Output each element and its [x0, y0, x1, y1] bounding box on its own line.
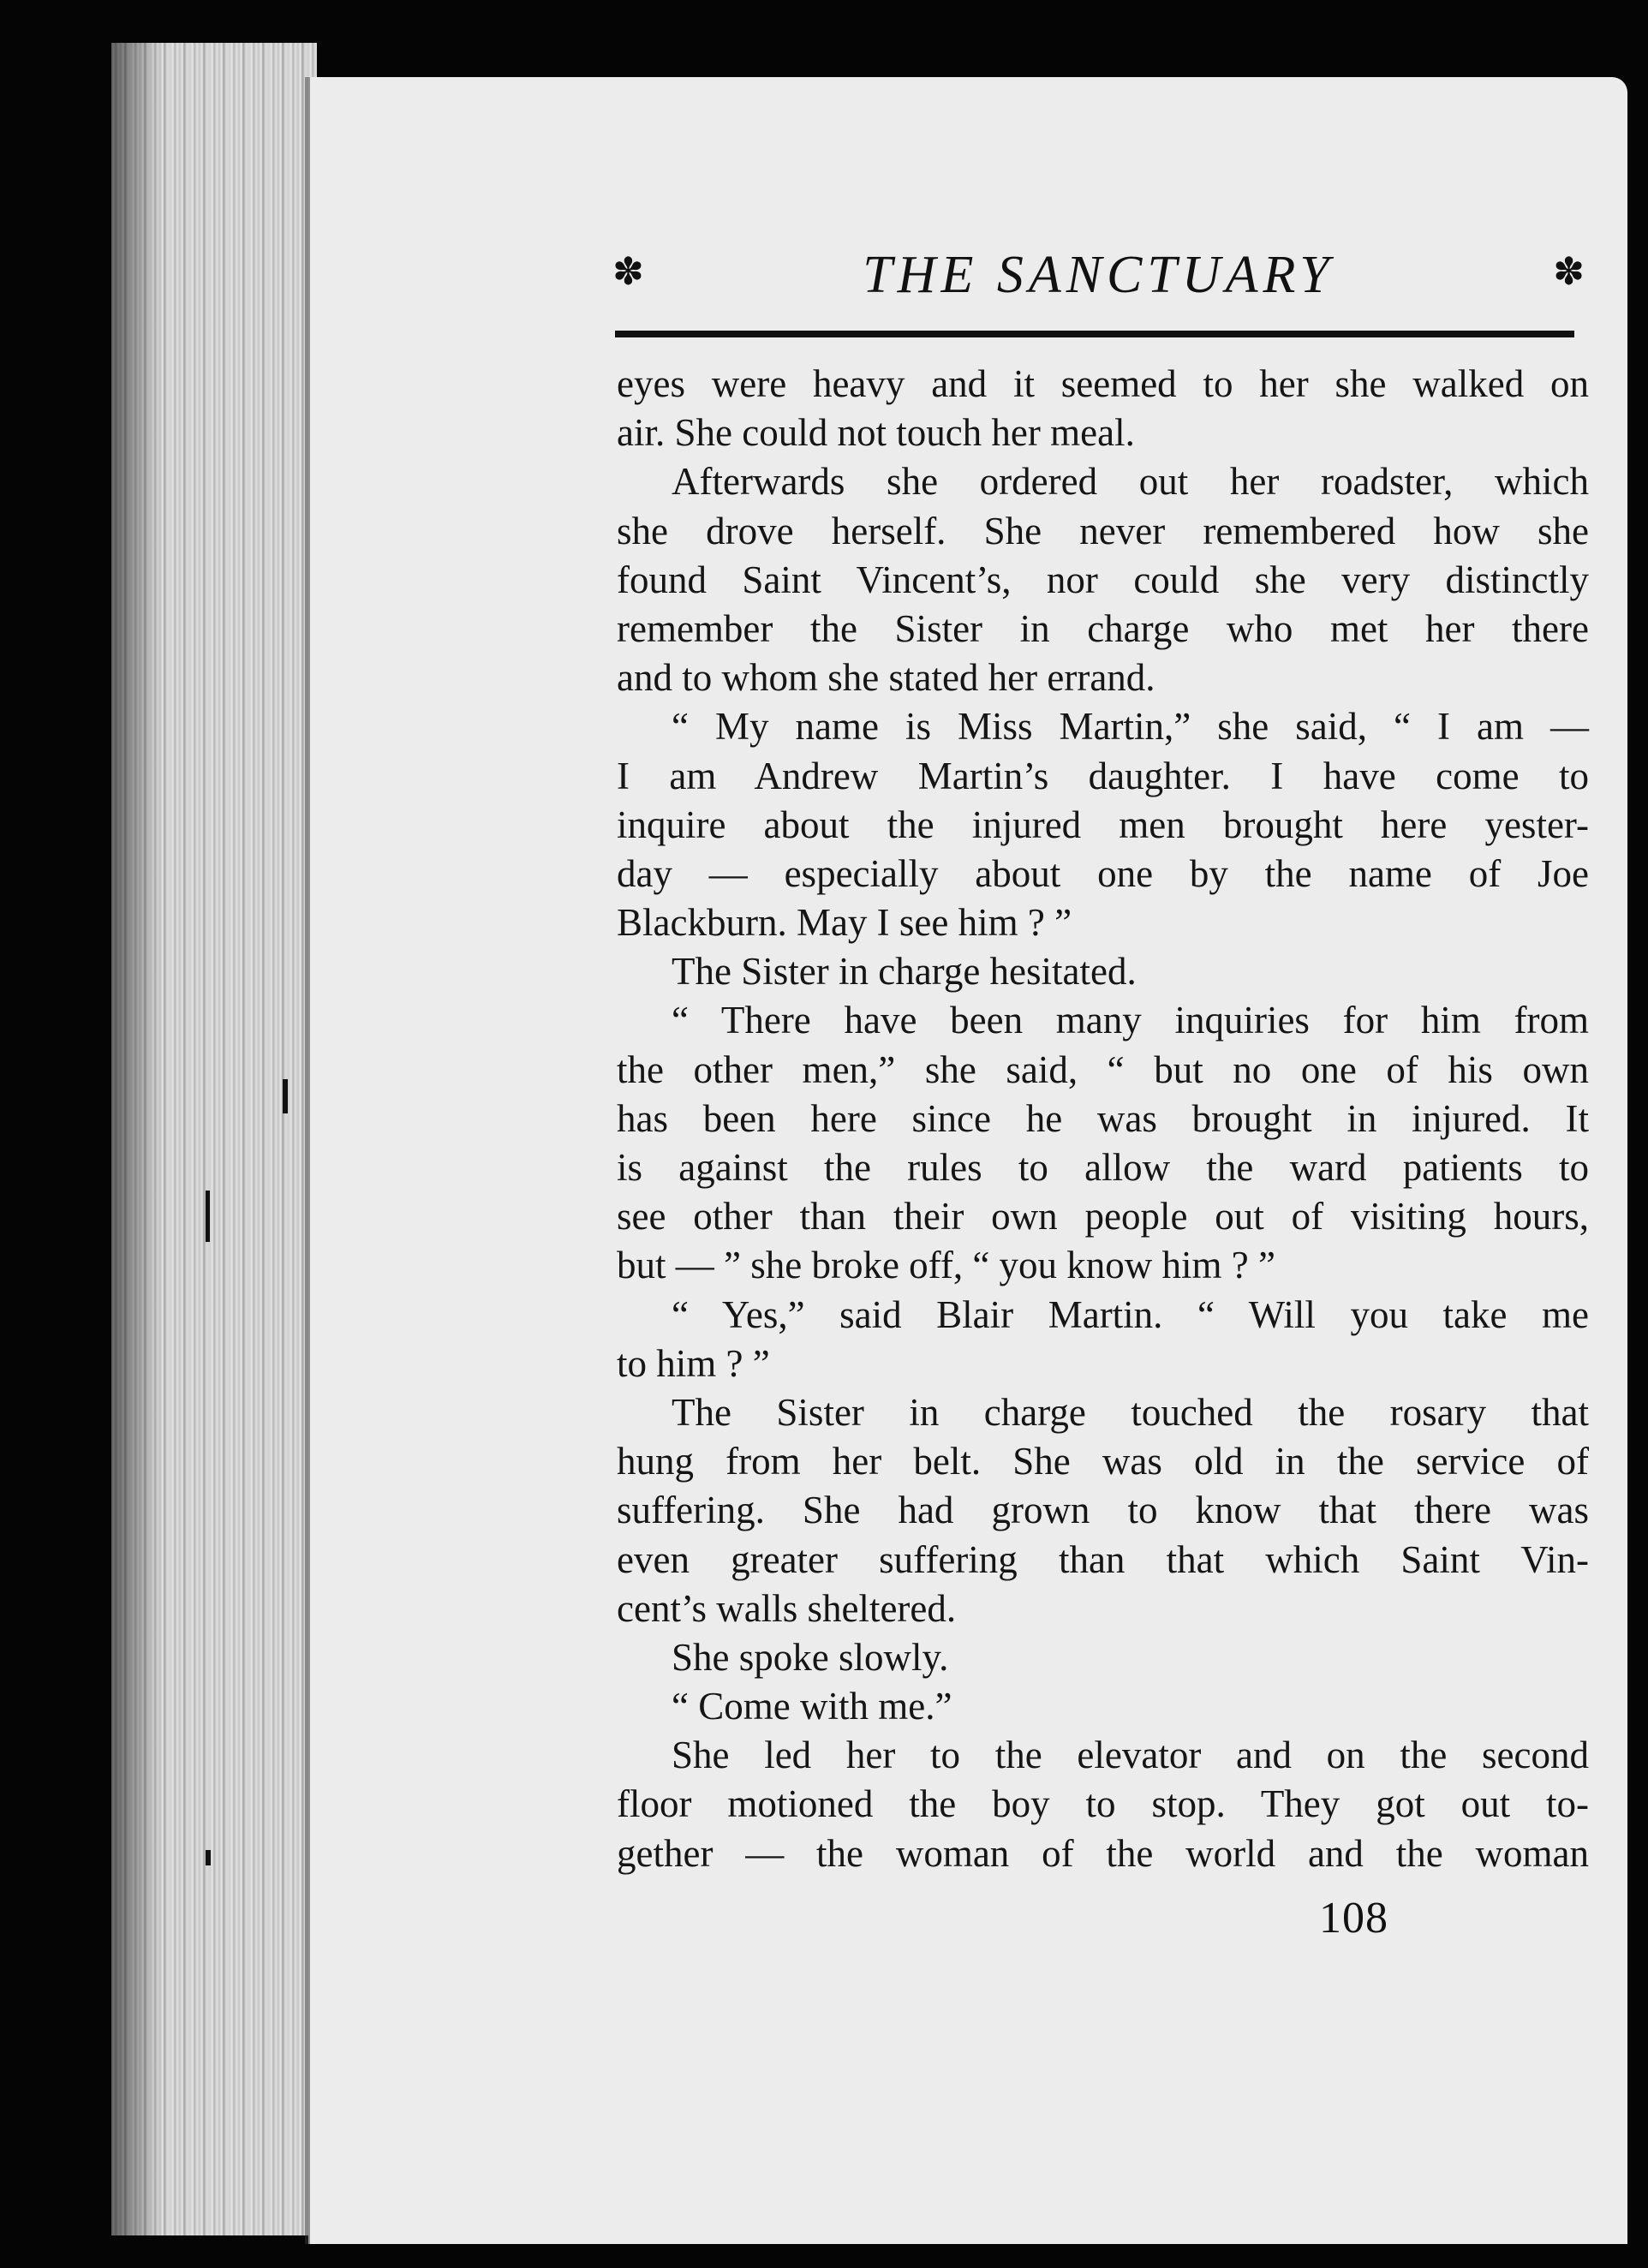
text-line: I am Andrew Martin’s daughter. I have come to [617, 754, 1589, 797]
text-line: see other than their own people out of visiting hours, [617, 1195, 1589, 1238]
text-line: cent’s walls sheltered. [617, 1586, 957, 1630]
text-line: “ Yes,” said Blair Martin. “ Will you take me [672, 1292, 1589, 1336]
text-line: “ Come with me.” [672, 1685, 952, 1728]
page-number: 108 [1319, 1894, 1388, 1943]
text-line: The Sister in charge hesitated. [672, 950, 1137, 994]
text-line: “ My name is Miss Martin,” she said, “ I am — [672, 705, 1589, 749]
text-line: hung from her belt. She was old in the service of [617, 1440, 1589, 1483]
ornament-left-icon: ✽ [612, 250, 644, 294]
text-line: and to whom she stated her errand. [617, 656, 1155, 700]
gutter-line [305, 77, 310, 2244]
text-line: is against the rules to allow the ward patients to [617, 1146, 1589, 1189]
text-line: even greater suffering than that which Saint Vin- [617, 1537, 1589, 1581]
text-line: floor motioned the boy to stop. They got out to- [617, 1782, 1589, 1826]
body-text [617, 360, 1589, 1878]
text-line: has been here since he was brought in injured. It [617, 1096, 1589, 1140]
running-header [612, 247, 1585, 307]
text-line: Blackburn. May I see him ? ” [617, 901, 1072, 945]
running-head-title: THE SANCTUARY [863, 246, 1335, 304]
text-line: eyes were heavy and it seemed to her she walked on [617, 362, 1589, 405]
text-line: The Sister in charge touched the rosary that [672, 1390, 1589, 1434]
speck-mark [283, 1079, 288, 1113]
text-line: found Saint Vincent’s, nor could she very distinctly [617, 558, 1589, 601]
text-line: the other men,” she said, “ but no one of his own [617, 1047, 1589, 1091]
text-line: inquire about the injured men brought here yester- [617, 803, 1589, 846]
text-line: to him ? ” [617, 1341, 770, 1385]
speck-mark [206, 1850, 211, 1865]
text-line: She led her to the elevator and on the second [672, 1734, 1589, 1777]
page-edge-shadow [111, 43, 163, 2235]
text-line: remember the Sister in charge who met her there [617, 606, 1589, 650]
speck-mark [206, 1191, 210, 1242]
text-line: day — especially about one by the name of Joe [617, 851, 1589, 895]
header-rule [615, 331, 1574, 337]
text-line: air. She could not touch her meal. [617, 411, 1135, 455]
text-line: she drove herself. She never remembered how she [617, 509, 1589, 552]
text-line: She spoke slowly. [672, 1635, 949, 1679]
text-line: but — ” she broke off, “ you know him ? ” [617, 1244, 1275, 1287]
text-line: Afterwards she ordered out her roadster, which [672, 460, 1589, 504]
ornament-right-icon: ✽ [1553, 250, 1585, 294]
text-line: suffering. She had grown to know that there was [617, 1489, 1589, 1532]
text-line: gether — the woman of the world and the woman [617, 1831, 1589, 1875]
text-line: “ There have been many inquiries for him from [672, 999, 1589, 1042]
